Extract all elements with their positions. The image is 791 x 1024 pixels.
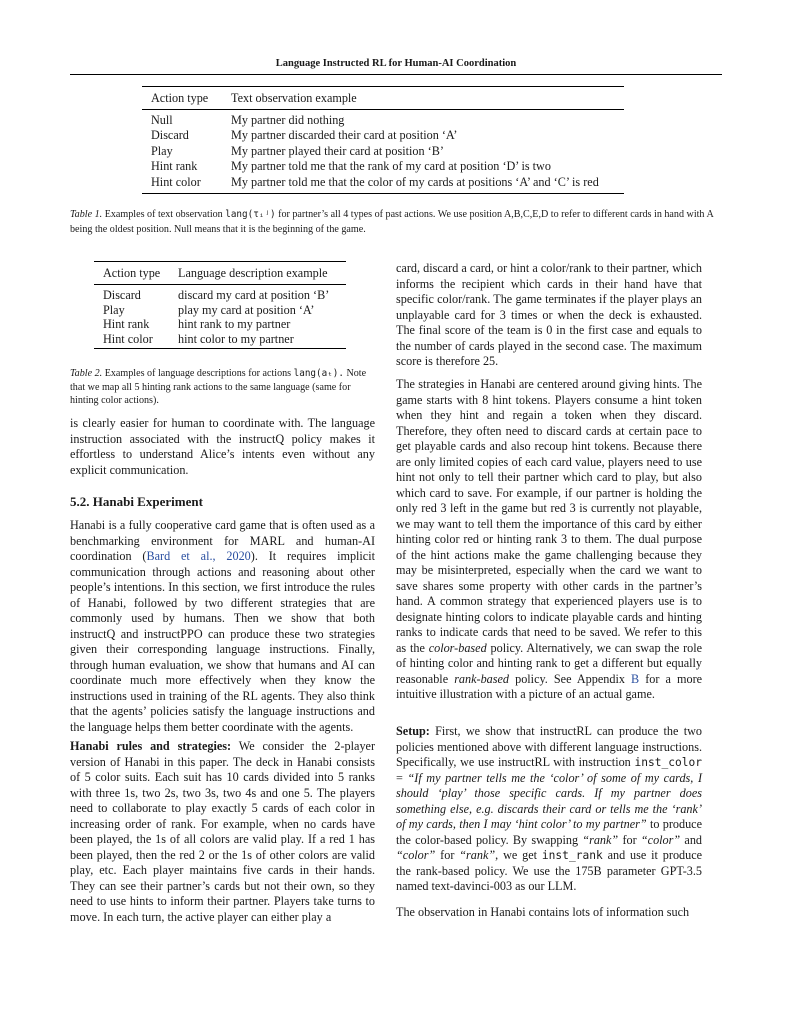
text-run: The strategies in Hanabi are centered around giving hints. The game starts with 8 hint tokens. Players consume a hint token when they hint and regain a token when they discard. Therefore, they often need to discard cards at certain pace to get playable cards and also recoup hint tokens. Because there are only limited copies of each card value, players need to use hint not only to tell their partner which card to play, but also which card to save. For example, if our partner is holding the only red 3 left in the game but red 3 is currently not playable, we may want to tell them the importance of this card by either hinting color red or hinting rank 3 to them. The dual purpose of the hint actions make the game challenging because they may be misinterpreted, especially when the card we want to save shares some property with other cards in the partner’s hand. A common strategy that experienced players use is to designate hinting colors to indicate playable cards and hinting ranks to indicate cards that need to be saved. We refer to this as the <box>396 377 702 655</box>
left-intro-paragraph <box>70 416 375 478</box>
hanabi-intro-paragraph <box>70 518 375 735</box>
text-run-italic: color-based <box>428 640 487 655</box>
table-cell: Hint color <box>151 174 201 189</box>
table-cell: Hint rank <box>103 317 150 332</box>
text-run: to produce the color-based policy. By swapping <box>396 817 703 847</box>
appendix-link[interactable]: B <box>631 671 640 686</box>
table-2-caption <box>70 367 375 408</box>
table-cell: My partner played their card at position ‘B’ <box>231 143 444 158</box>
caption-text: Examples of language descriptions for actions <box>104 368 292 379</box>
table-cell: Play <box>151 143 173 158</box>
table-cell: Hint color <box>103 331 153 346</box>
text-run: ). It requires implicit communication through actions and reasoning about other people’s intentions. In this section, we first introduce the rules of Hanabi, followed by two different strategies that are commonly used by humans. Then we show that both instructQ and instructPPO can produce these two strategies given their corresponding language instructions. Finally, through human evaluation, we show that humans and AI can coordinate much more effectively when they know the instructions used in training of the RL agents. They also think that the agents’ policies satisfy the language instructions and the language helps them better coordinate with the agents. <box>70 549 375 734</box>
table-cell: My partner did nothing <box>231 113 345 127</box>
text-run-italic: “color” <box>640 832 681 847</box>
table-cell: Discard <box>103 288 141 302</box>
right-paragraph-1 <box>396 261 702 370</box>
right-paragraph-4 <box>396 905 702 921</box>
header-rule <box>70 74 722 75</box>
table-row <box>142 159 624 174</box>
text-run: policy. Alternatively, we can swap the role of hinting color and hinting rank to get a different but equally reasonable <box>396 640 703 686</box>
text-run: Hanabi is a fully cooperative card game that is often used as a benchmarking environment for MARL and human-AI coordination ( <box>70 518 375 564</box>
paragraph-heading: Hanabi rules and strategies: <box>70 739 232 753</box>
paragraph <box>70 739 375 925</box>
table-rule-bottom <box>94 348 346 349</box>
citation-link[interactable]: Bard et al., 2020 <box>146 549 251 564</box>
text-run-italic: rank-based <box>454 671 510 686</box>
table-row <box>142 113 624 128</box>
rules-paragraph <box>70 739 375 925</box>
section-title: 5.2. Hanabi Experiment <box>70 494 203 509</box>
right-paragraph-2 <box>396 377 702 703</box>
caption-math: lang(τᵢʲ) <box>225 209 276 220</box>
paragraph-heading: Setup: <box>396 724 430 738</box>
table-row <box>142 144 624 159</box>
paragraph: The observation in Hanabi contains lots of information such <box>396 905 690 919</box>
text-run: and <box>684 832 703 847</box>
table-cell: hint color to my partner <box>178 331 294 346</box>
code-token: inst_rank <box>541 849 603 863</box>
caption-math: lang(aₜ). <box>293 368 344 379</box>
table-body <box>94 285 346 348</box>
table-cell: Hint rank <box>151 159 198 174</box>
table-cell: hint rank to my partner <box>178 317 291 332</box>
column-header: Action type <box>103 266 161 280</box>
setup-paragraph <box>396 724 702 895</box>
paragraph: card, discard a card, or hint a color/rank to their partner, which informs the recipient which cards in their hand have that specific color/rank. The game terminates if the player plays an unplayable card for 3 times or when the deck is exhausted. The final score of the team is 0 in the first case and equals to the number of cards played in the second case. The maximum score is therefore 25. <box>396 261 702 369</box>
table-1-caption <box>70 208 722 237</box>
text-run: for a more intuitive illustration with a picture of an actual game. <box>396 671 703 702</box>
table-rule-bottom <box>142 193 624 194</box>
table-cell: Null <box>151 113 173 127</box>
column-header: Action type <box>151 91 209 105</box>
table-row <box>94 332 346 347</box>
table-header-row <box>94 262 346 284</box>
text-run-italic: “rank” <box>582 832 619 847</box>
text-run-italic: “rank” <box>459 848 496 863</box>
text-run: for <box>440 848 455 863</box>
text-run: We consider the 2-player version of Hanabi in this paper. The deck in Hanabi consists of 5 color suits. Each suit has 10 cards divided into 5 ranks with three 1s, two 2s, two 3s, two 4s and one 5. The players need to collaborate to play exactly 5 cards of each color in increasing order of rank. For example, when no cards have been played, the 1s of all colors are valid play. If a red 1 has been played, then the red 2 or the 1s of other colors are valid play, etc. Each player maintains five cards in their hands. They can see their partner’s cards but not their own, so they need to use hints to inform their partner. Players take turns to move. In each turn, the active player can either play a <box>70 739 376 924</box>
caption-text: Examples of text observation <box>104 209 223 220</box>
text-run: for <box>622 832 637 847</box>
text-run: First, we show that instructRL can produce the two policies mentioned above with different language instructions. Specifically, we use instructRL with instruction <box>396 724 702 770</box>
column-header: Language description example <box>178 266 328 280</box>
table-cell: My partner told me that the rank of my card at position ‘D’ is two <box>231 159 551 174</box>
table-row <box>94 303 346 318</box>
table-cell: Play <box>103 302 125 317</box>
text-run-italic: “color” <box>396 848 436 863</box>
paragraph <box>70 518 375 735</box>
running-head: Language Instructed RL for Human-AI Coordination <box>275 58 517 69</box>
paragraph <box>396 377 702 703</box>
caption-label: Table 2. <box>70 368 103 379</box>
table-row <box>94 317 346 332</box>
text-run: and use it produce the rank-based policy. We use the 175B parameter GPT-3.5 named text-davinci-003 as our LLM. <box>396 848 703 894</box>
caption-text: Note that we map all 5 hinting rank actions to the same language (same for hinting color actions). <box>70 368 367 407</box>
text-run: = <box>396 770 403 785</box>
table-cell: discard my card at position ‘B’ <box>178 288 330 302</box>
table-cell: Discard <box>151 128 189 143</box>
table-body <box>142 110 624 193</box>
text-run: , we get <box>495 848 538 863</box>
column-header: Text observation example <box>231 91 357 105</box>
table-cell: My partner discarded their card at position ‘A’ <box>231 128 458 143</box>
table-1 <box>142 86 624 194</box>
table-cell: My partner told me that the color of my cards at positions ‘A’ and ‘C’ is red <box>231 174 599 189</box>
table-2 <box>94 261 346 349</box>
text-run-italic: “If my partner tells me the ‘color’ of some of my cards, I should ‘play’ those specific cards. If my partner does something else, e.g. discards their card or tells me the ‘rank’ of my cards, then I may ‘hint color’ to my partner” <box>396 770 702 832</box>
table-header-row <box>142 87 624 109</box>
code-token: inst_color <box>634 756 702 770</box>
text-run: policy. See Appendix <box>515 671 625 686</box>
caption-text: for partner’s all 4 types of past actions. We use position A,B,C,E,D to refer to different cards in hand with A being the oldest position. Null means that it is the beginning of the game. <box>70 209 714 235</box>
table-row <box>142 175 624 190</box>
table-row <box>142 128 624 143</box>
caption-label: Table 1. <box>70 209 103 220</box>
paragraph: is clearly easier for human to coordinate with. The language instruction associated with the instructQ policy makes it effortless to understand Alice’s intents even without any explicit communication. <box>70 416 375 477</box>
table-cell: play my card at position ‘A’ <box>178 302 315 317</box>
paragraph <box>396 724 702 895</box>
table-row <box>94 288 346 303</box>
